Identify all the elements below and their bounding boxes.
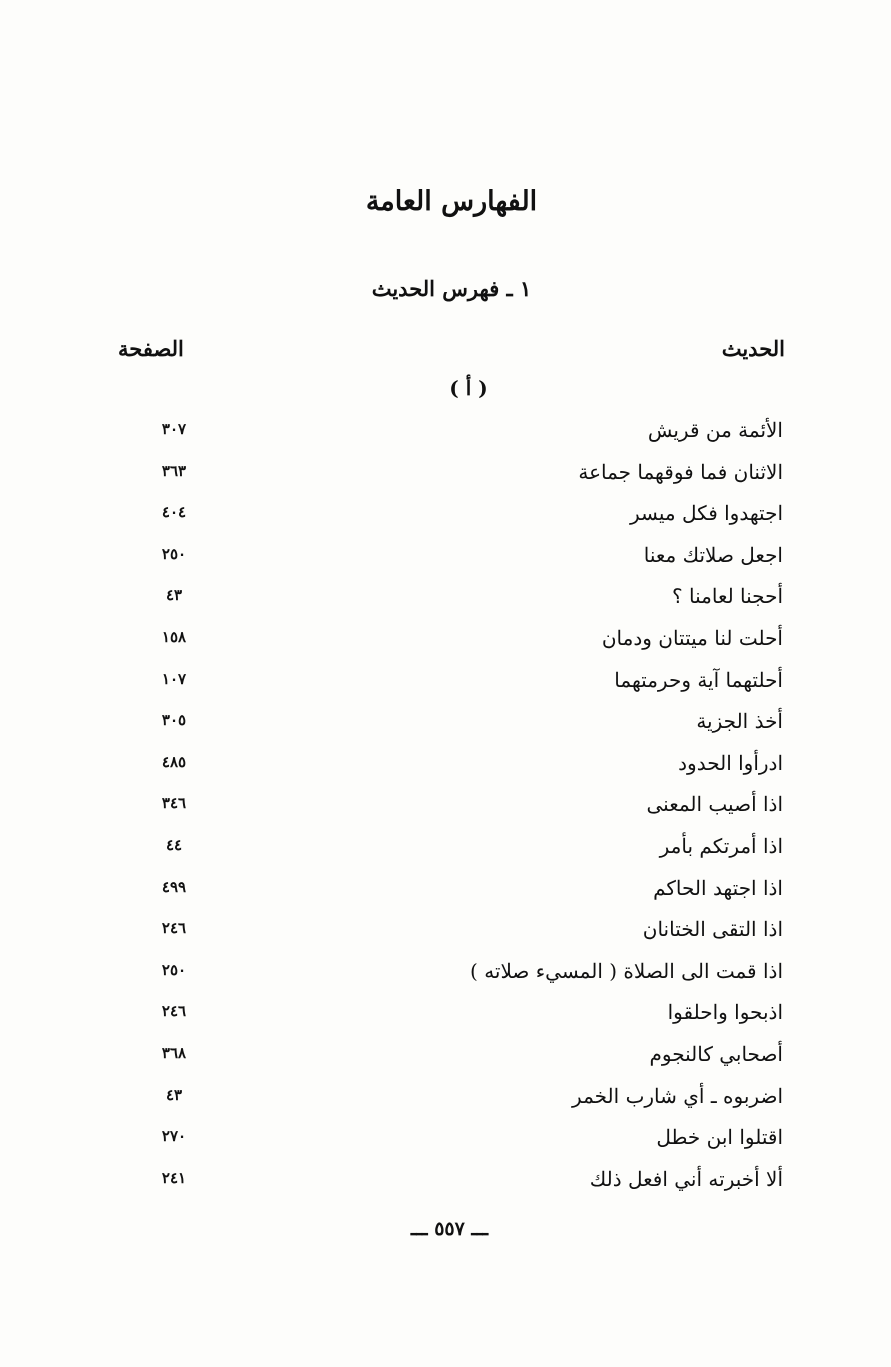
page-reference: ٤٣ [165,586,183,605]
page-reference: ٣٦٣ [161,461,187,480]
page-reference: ٣٠٧ [161,420,187,438]
section-title: ١ ـ فهرس الحديث [371,276,532,301]
index-entry [0,499,891,541]
hadith-text: اضربوه ـ أي شارب الخمر [572,1083,783,1108]
page-reference: ٢٥٠ [161,960,187,979]
page-reference: ٤٣ [165,1085,183,1104]
index-entry [0,1165,891,1207]
hadith-text: اذا اجتهد الحاكم [653,875,783,900]
hadith-text: الأئمة من قريش [647,418,783,442]
hadith-text: أحلت لنا ميتتان ودمان [601,625,783,650]
index-entry [0,1123,891,1165]
index-entry [0,790,891,832]
index-entry [0,707,891,749]
index-entry [0,458,891,500]
page-reference: ٤٩٩ [161,877,187,896]
page-reference: ٤٤ [165,835,183,854]
page-reference: ٣٦٨ [161,1043,187,1062]
page-reference: ٤٠٤ [161,503,187,522]
hadith-text: اجعل صلاتك معنا [643,542,783,567]
index-entry [0,416,891,458]
index-entry [0,998,891,1040]
hadith-text: اذا التقى الختانان [642,917,783,942]
page-column-header: الصفحة [118,336,184,361]
index-entry [0,1082,891,1124]
page-title: الفهارس العامة [365,186,538,217]
index-entry [0,874,891,916]
hadith-text: اذا أمرتكم بأمر [659,833,783,858]
hadith-text: أحلتهما آية وحرمتهما [614,667,783,692]
letter-group-heading: ( أ ) [449,376,488,400]
page-reference: ٤٨٥ [161,752,187,771]
page-reference: ١٠٧ [161,669,187,688]
hadith-text: اجتهدوا فكل ميسر [630,501,783,526]
page-reference: ٢٧٠ [161,1127,187,1146]
hadith-text: أحجنا لعامنا ؟ [672,584,783,609]
index-entry [0,749,891,791]
page-number: ـــ ٥٥٧ ـــ [410,1218,489,1240]
hadith-text: ألا أخبرته أني افعل ذلك [589,1166,783,1191]
hadith-text: اقتلوا ابن خطل [656,1125,783,1150]
page-reference: ٣٤٦ [161,794,187,813]
index-entry [0,1040,891,1082]
index-entry [0,582,891,624]
page-reference: ٢٤٦ [161,1002,187,1021]
page-reference: ٢٤٦ [161,919,187,938]
hadith-text: أصحابي كالنجوم [649,1041,783,1066]
hadith-text: أخذ الجزية [696,709,783,734]
hadith-column-header: الحديث [721,336,785,361]
hadith-text: اذبحوا واحلقوا [667,1000,783,1025]
index-entry [0,666,891,708]
index-entry [0,541,891,583]
index-entry [0,915,891,957]
hadith-text: اذا أصيب المعنى [646,792,783,817]
hadith-text: اذا قمت الى الصلاة ( المسيء صلاته ) [470,958,783,983]
page-reference: ٢٤١ [161,1168,187,1187]
page-reference: ٢٥٠ [161,544,187,563]
page-reference: ١٥٨ [161,627,187,646]
hadith-text: ادرأوا الحدود [678,750,783,775]
hadith-text: الاثنان فما فوقهما جماعة [578,459,783,484]
index-entry [0,624,891,666]
page-reference: ٣٠٥ [161,711,187,730]
index-entry [0,832,891,874]
hadith-index-list [0,416,891,1206]
index-entry [0,957,891,999]
